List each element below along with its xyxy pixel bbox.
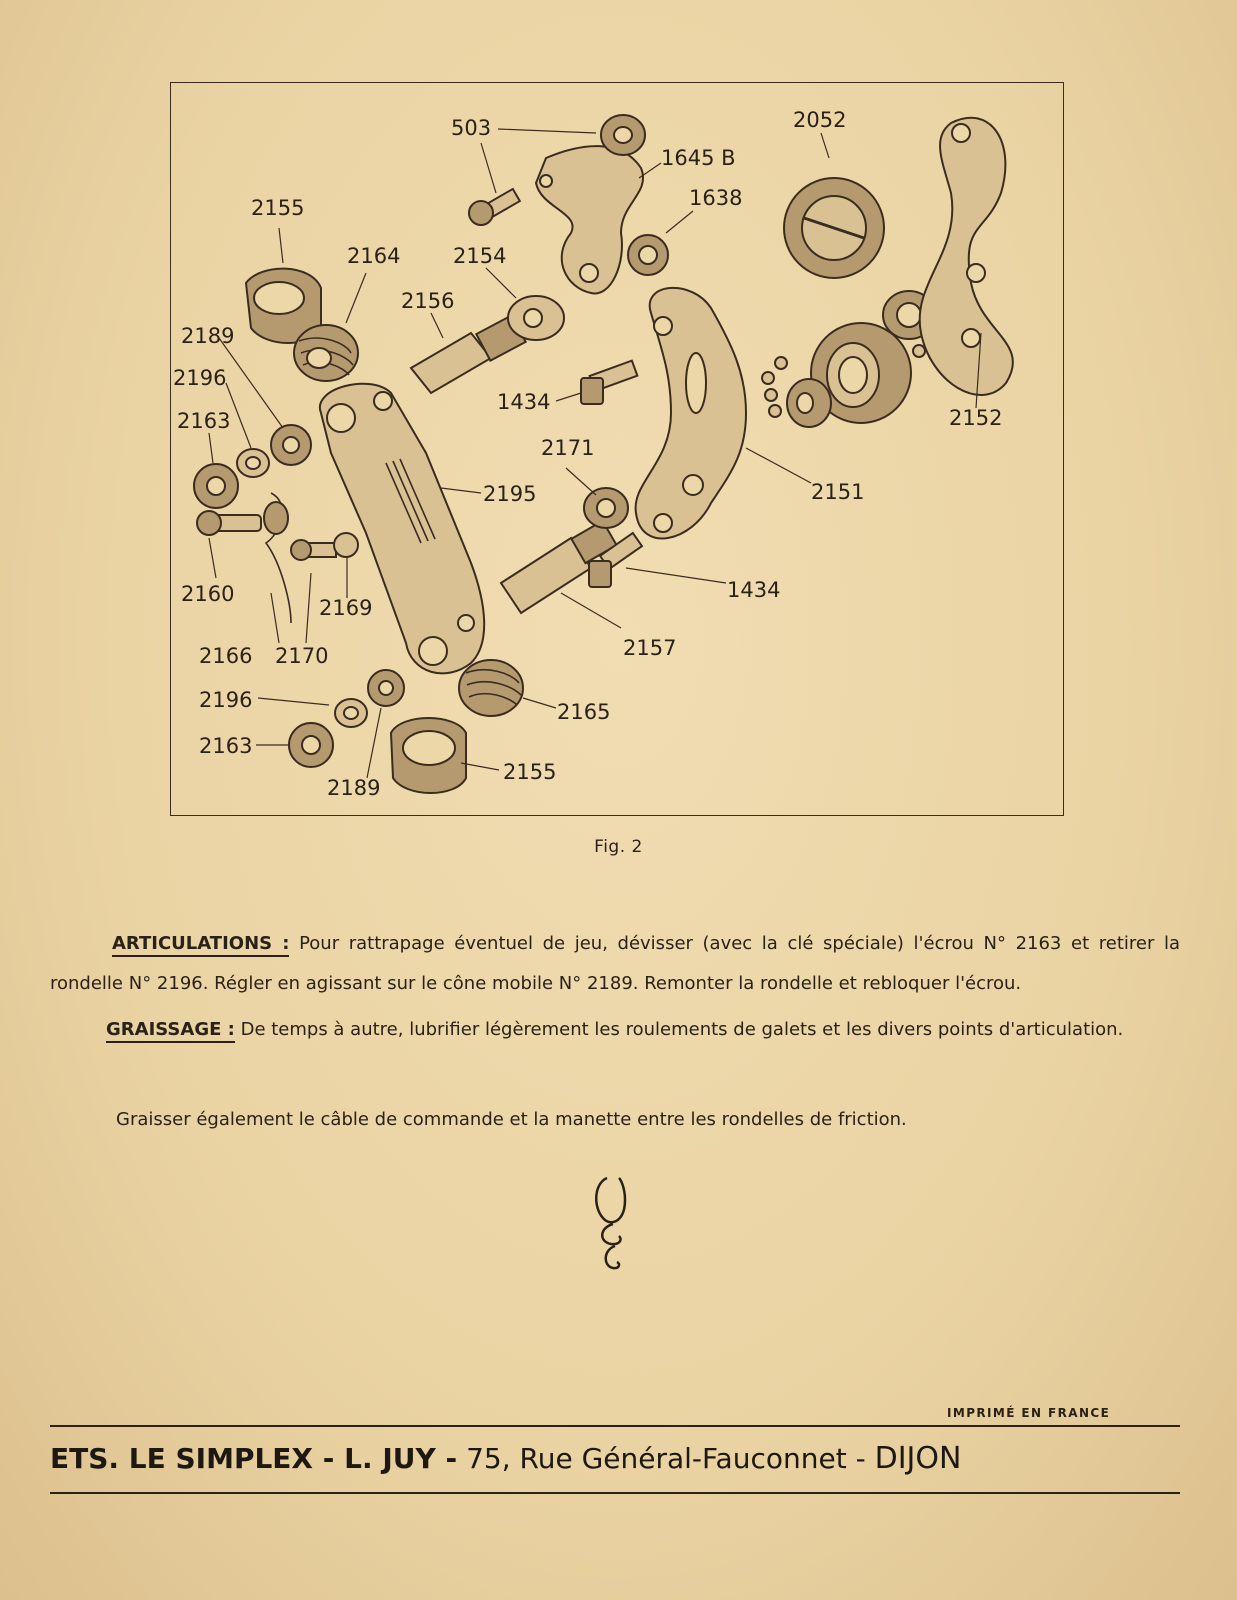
spring-2164 <box>294 325 358 381</box>
nut-2163-bottom <box>289 723 333 767</box>
part-label: 2163 <box>199 734 253 758</box>
part-label: 2156 <box>401 289 455 313</box>
part-label: 2195 <box>483 482 537 506</box>
paragraph-graissage <box>50 1010 1180 1050</box>
graissage-text: De temps à autre, lubrifier légèrement les roulements de galets et les divers points d'articulation. <box>234 1019 1124 1040</box>
paragraph-graisser <box>50 1100 1180 1140</box>
part-label: 2164 <box>347 244 401 268</box>
washer-2196-top <box>237 449 269 477</box>
part-label: 2170 <box>275 644 329 668</box>
part-label: 2166 <box>199 644 253 668</box>
nut-2189-top <box>271 425 311 465</box>
arm-2195 <box>320 384 484 674</box>
screw-2160 <box>197 511 261 535</box>
part-label: 2152 <box>949 406 1003 430</box>
part-label: 2155 <box>503 760 557 784</box>
part-label: 2163 <box>177 409 231 433</box>
nut-2189-bottom <box>368 670 404 706</box>
nut-2171 <box>584 488 628 528</box>
company-name: ETS. LE SIMPLEX - L. JUY - <box>50 1442 458 1475</box>
screw-1434-upper <box>581 361 637 404</box>
spring-2165 <box>459 660 523 716</box>
part-label: 2052 <box>793 108 847 132</box>
part-label: 2157 <box>623 636 677 660</box>
part-label: 2169 <box>319 596 373 620</box>
imprime-en-france: IMPRIMÉ EN FRANCE <box>947 1406 1111 1420</box>
part-label: 2196 <box>173 366 227 390</box>
figure-frame <box>170 82 1064 816</box>
screw-small <box>469 189 520 225</box>
company-city: DIJON <box>874 1441 962 1476</box>
lug-2154 <box>508 296 564 340</box>
part-label: 1645 B <box>661 146 736 170</box>
pulley-2052 <box>784 178 884 278</box>
spring-2166 <box>264 493 291 623</box>
articulations-text: Pour rattrapage éventuel de jeu, dévisser (avec la clé spéciale) l'écrou N° 2163 et retirer la rondelle N° 2196. Régler en agissant sur le cône mobile N° 2189. Remonter la rondelle et rebloquer l'écrou. <box>50 933 1180 994</box>
nut-503 <box>601 115 645 155</box>
bushing-2155-bottom <box>391 718 466 793</box>
footer-rule-top <box>50 1425 1180 1427</box>
signature-flourish-icon <box>585 1170 645 1280</box>
footer-rule-bottom <box>50 1492 1180 1494</box>
part-label: 1434 <box>497 390 551 414</box>
part-label: 1434 <box>727 578 781 602</box>
cage-plate-2151 <box>636 288 746 539</box>
nut-2163-top <box>194 464 238 508</box>
paragraph-articulations <box>50 924 1180 1004</box>
part-label: 2155 <box>251 196 305 220</box>
part-label: 2189 <box>181 324 235 348</box>
graisser-text: Graisser également le câble de commande et la manette entre les rondelles de friction. <box>116 1109 907 1130</box>
part-label: 2154 <box>453 244 507 268</box>
cage-plate-2152 <box>920 118 1013 395</box>
heading-articulations: ARTICULATIONS : <box>112 933 289 957</box>
cone-part <box>787 379 831 427</box>
company-address: 75, Rue Général-Fauconnet - <box>457 1442 875 1475</box>
part-label: 503 <box>451 116 492 140</box>
part-label: 2171 <box>541 436 595 460</box>
part-label: 2165 <box>557 700 611 724</box>
footer-company-line <box>50 1441 1180 1476</box>
exploded-derailleur-diagram <box>171 83 1063 815</box>
heading-graissage: GRAISSAGE : <box>106 1019 235 1043</box>
nut-1638 <box>628 235 668 275</box>
screw-2170-2169 <box>291 533 358 560</box>
part-label: 2160 <box>181 582 235 606</box>
figure-caption: Fig. 2 <box>594 837 643 857</box>
washer-2196-bottom <box>335 699 367 727</box>
hanger-1645b <box>536 146 643 293</box>
part-label: 1638 <box>689 186 743 210</box>
part-label: 2151 <box>811 480 865 504</box>
axle-2156 <box>411 315 526 393</box>
part-label: 2189 <box>327 776 381 800</box>
part-label: 2196 <box>199 688 253 712</box>
